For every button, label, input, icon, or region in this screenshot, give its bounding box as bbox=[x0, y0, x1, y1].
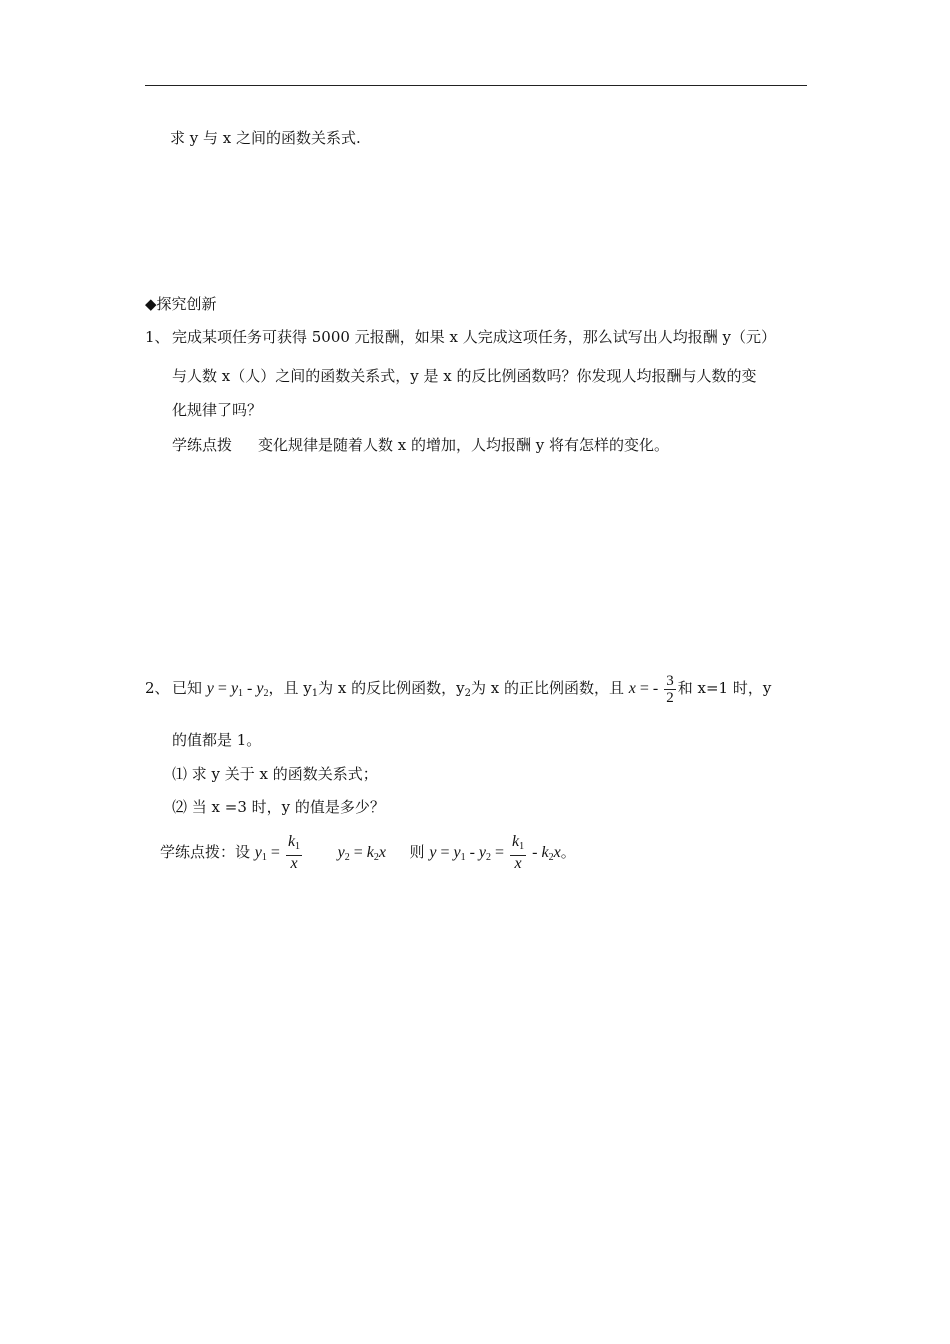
q1-hint bbox=[172, 435, 669, 455]
q1-hint-label: 学练点拨 bbox=[172, 436, 233, 454]
q2-part-2: ⑵ 当 x =3 时，y 的值是多少？ bbox=[172, 798, 385, 816]
q2-line-2: 的值都是 1。 bbox=[172, 731, 262, 749]
hint-eq-tail: - $k_2x$ bbox=[528, 844, 561, 863]
previous-question-line: 求 y 与 x 之间的函数关系式. bbox=[170, 129, 361, 147]
q2-equation: $y = y_1 - y_2$ bbox=[206, 680, 269, 699]
q1-line-1: 完成某项任务可获得 5000 元报酬，如果 x 人完成这项任务，那么试写出人均报酬 y（元） bbox=[172, 328, 776, 346]
q2-line-1: 已知 $y = y_1 - y_2$，且 $y_1$为 x 的反比例函数，$y_2$为 x 的正比例函数，且 x = - $\frac{3}{2}$ 和 x=1 时，y bbox=[172, 672, 772, 706]
q2-intro: 已知 bbox=[172, 679, 203, 697]
q2-hint-label: 学练点拨：设 bbox=[160, 843, 251, 861]
q2-hint: 学练点拨：设 $y_1$ = $\frac{k_1}{x}$ $y_2 = k_2x$ 则 $y = y_1 - y_2$ = $\frac{k_1}{x}$ - $k_2x$。 bbox=[160, 833, 576, 872]
hint-then: 则 bbox=[409, 843, 425, 861]
hint-eq-y2: $y_2 = k_2x$ bbox=[337, 844, 386, 863]
q1-line-3: 化规律了吗？ bbox=[172, 401, 263, 419]
q1-line-2: 与人数 x（人）之间的函数关系式，y 是 x 的反比例函数吗？你发现人均报酬与人数的变 bbox=[172, 367, 757, 385]
section-title: ◆探究创新 bbox=[145, 295, 217, 313]
q1-number: 1、 bbox=[145, 328, 170, 346]
q2-number: 2、 bbox=[145, 679, 170, 697]
hint-eq-y1: $y_1$ = bbox=[254, 844, 284, 863]
hint-frac-k1-x-2: $\frac{k_1}{x}$ bbox=[512, 833, 525, 872]
q2-condition: x = - bbox=[628, 680, 663, 697]
q1-hint-text: 变化规律是随着人数 x 的增加，人均报酬 y 将有怎样的变化。 bbox=[258, 436, 670, 454]
q2-fraction: $\frac{3}{2}$ bbox=[666, 672, 674, 706]
header-rule bbox=[145, 85, 807, 86]
hint-eq-y: $y = y_1 - y_2$ = bbox=[429, 844, 509, 863]
hint-frac-k1-x: $\frac{k_1}{x}$ bbox=[287, 833, 301, 872]
q2-part-1: ⑴ 求 y 关于 x 的函数关系式； bbox=[172, 765, 378, 783]
